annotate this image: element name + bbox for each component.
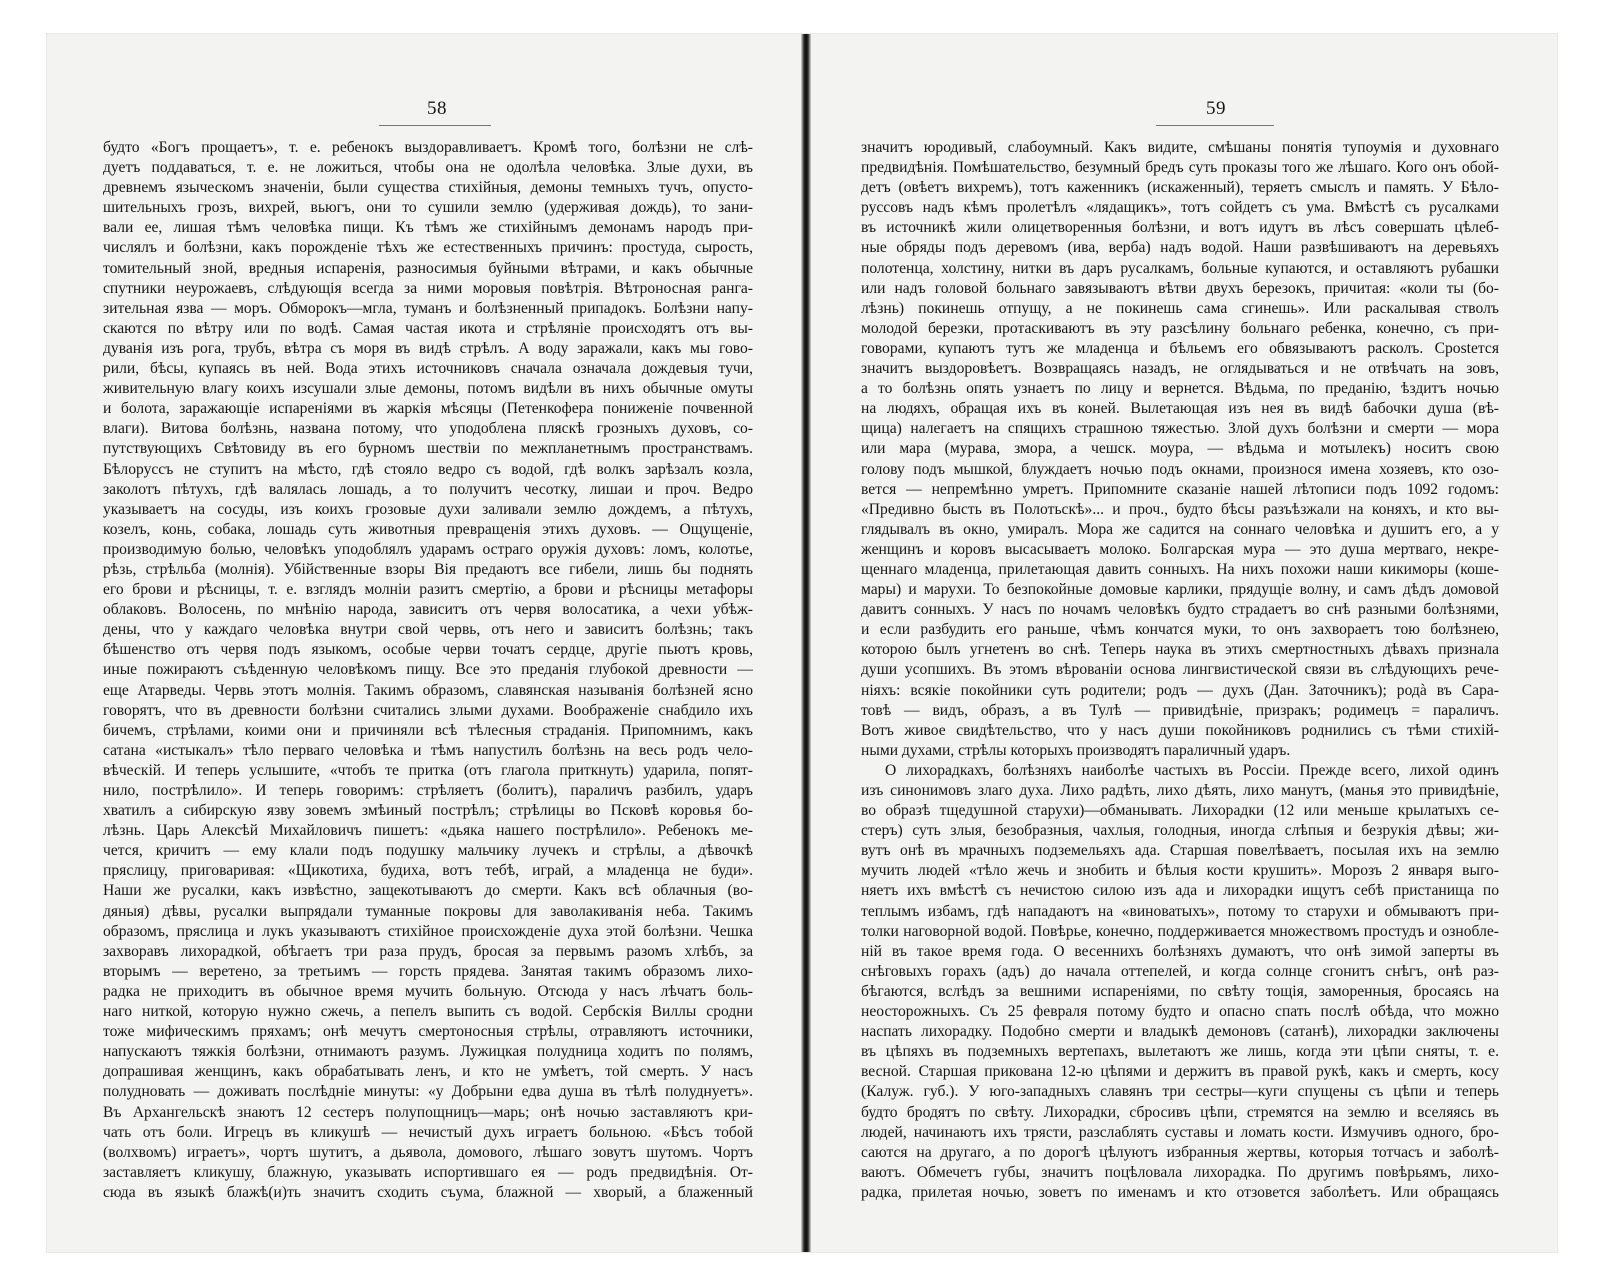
text-line: тоже мифическимъ пряхамъ; онѣ мечутъ смертоносныя стрѣлы, отравляютъ источники, bbox=[103, 1023, 753, 1041]
text-line: бѣгаются, вслѣдъ за вешними испареніями, по свѣту тощія, заморенныя, бросаясь на bbox=[861, 982, 1499, 1000]
text-line: иные пожираютъ съѣденную человѣкомъ пищу. Все это преданія глубокой древности — bbox=[103, 661, 753, 679]
text-line: образомъ, пряслица и лукъ указываютъ стихійное происхожденіе духа этой болѣзни. Чешка bbox=[103, 922, 753, 940]
text-line: (волхвомъ) играетъ», чортъ шутитъ, а дьявола, домового, лѣшаго зовутъ шутомъ. Чортъ bbox=[103, 1143, 753, 1161]
text-line: его брови и рѣсницы, т. е. взглядъ молніи разитъ смертію, а брови и рѣсницы метафоры bbox=[103, 581, 753, 599]
text-line: саются на другаго, а по дорогѣ цѣлуютъ избранныя жертвы, которыя тотчасъ и заболѣ- bbox=[861, 1143, 1499, 1161]
text-line: или надъ головой больнаго завязываютъ вѣтви двухъ березокъ, причитая: «коли ты (бо- bbox=[861, 279, 1499, 297]
text-line: товѣ — видъ, образъ, а въ Тулѣ — привидѣніе, призракъ; родимецъ = параличъ. bbox=[861, 701, 1499, 719]
text-line: бѣшенство отъ червя подъ языкомъ, особые черви точатъ сердце, другіе пьютъ кровь, bbox=[103, 641, 753, 659]
text-line: полудновать — доживать послѣдніе минуты: «у Добрыни едва душа въ тѣлѣ полуднуетъ». bbox=[103, 1083, 753, 1101]
text-line: и болота, заражающіе испареніями въ жаркія мѣсяцы (Петенкофера пониженіе почвенной bbox=[103, 400, 753, 418]
text-line: рѣзь, стрѣльба (молнія). Убійственные взоры Вія предаютъ все гибели, лишь бы поднять bbox=[103, 560, 753, 578]
text-line: на людяхъ, обращая ихъ въ коней. Вылетающая изъ нея въ видѣ бабочки душа (вѣ- bbox=[861, 400, 1499, 418]
text-line: въ источникѣ жили олицетворенныя болѣзни, и вотъ идутъ въ лѣсъ совершать цѣлеб- bbox=[861, 219, 1499, 237]
text-line: спутники неурожаевъ, слѣдующія всегда за ними моровыя повѣтрія. Вѣтроносная ранга- bbox=[103, 279, 753, 297]
text-line: «Предивно бысть въ Полотьскѣ»... и проч., будто бѣсы разъѣзжали на коняхъ, и кто вы- bbox=[861, 500, 1499, 518]
right-page-text bbox=[861, 138, 1499, 1203]
text-line: числялъ и болѣзни, какъ порожденіе тѣхъ же естественныхъ причинъ: простуда, сырость, bbox=[103, 239, 753, 257]
text-line: заколотъ пѣтухъ, гдѣ валялась лошадь, а то получитъ чесотку, лишаи и проч. Ведро bbox=[103, 480, 753, 498]
text-line: еще Атарведы. Червь этотъ молнія. Такимъ образомъ, славянская называнія болѣзней ясно bbox=[103, 681, 753, 699]
text-line: нило, пострѣлило». И теперь говоримъ: стрѣляетъ (болитъ), параличъ разбилъ, ударъ bbox=[103, 782, 753, 799]
text-line: чать отъ боли. Игрецъ въ кликушѣ — нечистый духъ играетъ больною. «Бѣсъ тобой bbox=[103, 1123, 753, 1141]
text-line: сюда въ языкѣ блажѣ(и)ть значитъ сходить съума, блажной — хворый, а блаженный bbox=[103, 1183, 753, 1201]
text-line: дяныя) дѣвы, русалки выпрядали туманные покровы для заволакиванія неба. Такимъ bbox=[103, 902, 753, 920]
text-line: Въ Архангельскѣ знаютъ 12 сестеръ полупощницъ—марь; онѣ ночью заставляютъ кри- bbox=[103, 1103, 753, 1121]
text-line: во образѣ тщедушной старухи)—обманывать. Лихорадки (12 или меньше крылатыхъ се- bbox=[861, 802, 1499, 820]
text-line: козелъ, конь, собака, лошадь суть животныя превращенія этихъ духовъ. — Ощущеніе, bbox=[103, 520, 753, 538]
text-line: ные обряды подъ деревомъ (ива, верба) надъ водой. Наши развѣшиваютъ на деревьяхъ bbox=[861, 239, 1499, 257]
text-line: сатана «истыкалъ» тѣло перваго человѣка и тѣмъ напустилъ болѣзнь на весь родъ чело- bbox=[103, 741, 753, 759]
text-line: лѣзнь. Царь Алексѣй Михайловичъ пишетъ: «дьяка нашего пострѣлило». Ребенокъ ме- bbox=[103, 822, 753, 840]
text-line: няетъ ихъ вмѣстѣ съ нечистою силою изъ ада и лихорадки ищутъ себѣ пристанища по bbox=[861, 882, 1499, 900]
text-line: дуванія изъ рога, трубъ, вѣтра съ моря въ видѣ стрѣлъ. А воду заражали, какъ мы гово- bbox=[103, 339, 753, 357]
text-line: радка не приходитъ въ обычное время мучить больную. Отсюда у насъ лѣчатъ боль- bbox=[103, 982, 753, 1000]
text-line: пряслицу, приговаривая: «Щикотиха, будиха, вотъ тебѣ, играй, а младенца не буди». bbox=[103, 862, 753, 880]
text-line: молодой березки, протаскиваютъ въ эту разсѣлину больнаго ребенка, конечно, съ при- bbox=[861, 319, 1499, 337]
text-line: влаги). Витова болѣзнь, названа потому, что уподоблена пляскѣ грозныхъ духовъ, со- bbox=[103, 420, 753, 438]
text-line: вѣческій. И теперь услышите, «чтобъ те притка (отъ глагола приткнуть) ударила, попят- bbox=[103, 761, 753, 779]
text-line: значитъ юродивый, слабоумный. Какъ видите, смѣшаны понятія тупоумія и духовнаго bbox=[861, 139, 1499, 156]
text-line: людей, начинаютъ ихъ трясти, разслаблять суставы и ломать кости. Измучивъ одного, бро- bbox=[861, 1123, 1499, 1141]
text-line: бичемъ, стрѣлами, коими они и причиняли всѣ тѣлесныя страданія. Припомнимъ, какъ bbox=[103, 721, 753, 739]
text-line: ваютъ. Обмечетъ губы, значитъ поцѣловала лихорадка. По другимъ повѣрьямъ, лихо- bbox=[861, 1163, 1499, 1181]
text-line: голову подъ мышкой, блуждаетъ ночью подъ окнами, произнося имена хозяевъ, кто озо- bbox=[861, 460, 1499, 478]
text-line: наспать лихорадку. Подобно смерти и владыкѣ демоновъ (сатанѣ), лихорадки заключены bbox=[861, 1023, 1499, 1041]
text-line: Вотъ живое свидѣтельство, что у насъ души покойниковъ роднились съ тѣми стихій- bbox=[861, 721, 1499, 739]
text-line: теплымъ избамъ, гдѣ нападаютъ на «виноватыхъ», потому то старухи и обмываютъ при- bbox=[861, 902, 1499, 920]
text-line: женщинъ и коровъ высасываетъ молоко. Болгарская мура — это душа мертваго, некре- bbox=[861, 540, 1499, 558]
text-line: радка, прилетая ночью, зоветъ по именамъ и кто отзовется заболѣетъ. Или обращаясь bbox=[861, 1183, 1499, 1201]
text-line: которою былъ угнетенъ во снѣ. Теперь наука въ этихъ смертностныхъ дѣвахъ признала bbox=[861, 641, 1499, 659]
text-line: а то болѣзнь опять узнаетъ по лицу и вернется. Вѣдьма, по преданію, ѣздитъ ночью bbox=[861, 380, 1499, 398]
book-spread bbox=[47, 34, 1557, 1252]
text-line: щица) налегаетъ на спящихъ страшною тяжестью. Злой духъ болѣзни и смерти — мора bbox=[861, 420, 1499, 438]
text-line: толки наговорной водой. Повѣрье, конечно, поддерживается множествомъ простудъ и ознобле- bbox=[861, 922, 1499, 940]
text-line: зительная язва — моръ. Обморокъ—мгла, туманъ и болѣзненный припадокъ. Болѣзни напу- bbox=[103, 299, 753, 317]
text-line: (Калуж. губ.). У юго-западныхъ славянъ три сестры—куги спущены съ цѣпи и теперь bbox=[861, 1083, 1499, 1101]
text-line: стеръ) суть злыя, безобразныя, чахлыя, голодныя, иногда слѣпыя и безрукія дѣвы; жи- bbox=[861, 822, 1499, 840]
text-line: шительныхъ грозъ, вихрей, вьюгъ, они то сушили землю (удерживая дождь), то зани- bbox=[103, 199, 753, 217]
text-line: или мара (мурава, змора, а чешск. моура, — вѣдьма и мотылекъ) носитъ свою bbox=[861, 440, 1499, 458]
text-line: говорятъ, что въ древности болѣзни считались злыми духами. Воображеніе снабдило ихъ bbox=[103, 701, 753, 719]
text-line: наго ниткой, которую нужно сжечь, а пепелъ выпить съ водой. Сербскія Виллы сродни bbox=[103, 1003, 753, 1021]
text-line: облаковъ. Волосень, по мнѣнію народа, зависитъ отъ червя волосатика, а чехи убѣж- bbox=[103, 601, 753, 619]
text-line: ній въ такое время года. О весеннихъ болѣзняхъ думаютъ, что онѣ зимой заперты въ bbox=[861, 942, 1499, 960]
text-line: лѣзнь) покинешь отпущу, а не покинешь сама сгинешь». Или раскалывая стволъ bbox=[861, 299, 1499, 317]
text-line: дены, что у каждаго человѣка внутри свой червь, отъ него и зависитъ болѣзнь; такъ bbox=[103, 621, 753, 639]
text-line: будто бродятъ по свѣту. Лихорадки, сбросивъ цѣпи, стремятся на землю и вселяясь въ bbox=[861, 1103, 1499, 1121]
text-line: заставляетъ кликушу, блажную, указывать испортившаго ея — родъ предвидѣнія. От- bbox=[103, 1163, 753, 1181]
text-line: захворавъ лихорадкой, обѣгаетъ три раза прудъ, бросая за первымъ разомъ хлѣбъ, за bbox=[103, 942, 753, 960]
right-page bbox=[809, 34, 1557, 1252]
text-line: ніяхъ: всякіе покойники суть родители; родъ — духъ (Дан. Заточникъ); родà въ Сара- bbox=[861, 681, 1499, 699]
text-line: значитъ выздоровѣетъ. Возвращаясь назадъ, не оглядываться и не отвѣчать на зовъ, bbox=[861, 360, 1499, 378]
text-line: указываетъ на сосуды, изъ коихъ грозовые духи заливали землю дождемъ, а пѣтухъ, bbox=[103, 500, 753, 518]
text-line: ными духами, стрѣлы которыхъ производятъ параличный ударъ. bbox=[861, 741, 1291, 759]
text-line: Бѣлоруссъ не ступитъ на мѣсто, гдѣ стояло ведро съ водой, гдѣ волкъ зарѣзалъ козла, bbox=[103, 460, 753, 478]
text-line: допрашивая женщинъ, какъ обрабатывать ленъ, и кто не умѣетъ, той смерть. У насъ bbox=[103, 1063, 753, 1081]
text-line: Наши же русалки, какъ извѣстно, защекотываютъ до смерти. Какъ всѣ облачныя (во- bbox=[103, 882, 753, 900]
text-line: въ цѣпяхъ въ подземныхъ вертепахъ, вылетаютъ же лишь, когда эти цѣпи сняты, т. е. bbox=[861, 1043, 1499, 1061]
text-line: предвидѣнія. Помѣшательство, безумный бредъ суть проказы того же лѣшаго. Кого онъ обой- bbox=[861, 159, 1499, 177]
text-line: говорами, купаютъ тутъ же младенца и бѣльемъ его обвязываютъ расколъ. Срostется bbox=[861, 339, 1499, 357]
text-line: изъ синонимовъ злаго духа. Лихо радѣть, лихо дѣять, лихо манутъ, (манья это привидѣніе, bbox=[861, 782, 1499, 799]
page-number-left: 58 bbox=[427, 98, 447, 119]
text-line: вется — непремѣнно умретъ. Припомните сказаніе нашей лѣтописи подъ 1092 годомъ: bbox=[861, 480, 1499, 498]
text-line: О лихорадкахъ, болѣзняхъ наиболѣе частыхъ въ Россіи. Прежде всего, лихой одинъ bbox=[885, 761, 1499, 779]
text-line: живительную влагу коихъ изсушали злые демоны, потомъ видѣли въ нихъ обычные омуты bbox=[103, 380, 753, 398]
text-line: хватилъ а сибирскую язву зовемъ змѣиный пострѣлъ; стрѣлицы во Псковѣ коровья бо- bbox=[103, 802, 753, 820]
header-rule-right bbox=[1156, 125, 1274, 126]
text-line: производимую болью, человѣкъ уподоблялъ ударамъ остраго оружія духовъ: ломъ, колотье, bbox=[103, 540, 753, 558]
text-line: дуетъ поддаваться, т. е. не ложиться, чтобы она не одолѣла человѣка. Злые духи, въ bbox=[103, 159, 753, 177]
text-line: вутъ онѣ въ мрачныхъ подземельяхъ ада. Старшая повелѣваетъ, посылая ихъ на землю bbox=[861, 842, 1499, 860]
text-line: души усопшихъ. Въ этомъ вѣрованіи основа лингвистической связи въ слѣдующихъ рече- bbox=[861, 661, 1499, 679]
text-line: древнемъ языческомъ значеніи, были существа стихійныя, демоны темныхъ тучъ, опусто- bbox=[103, 179, 753, 197]
left-page-text bbox=[103, 138, 753, 1203]
text-line: путствующихъ Свѣтовиду въ его бурномъ шествіи по межпланетнымъ пространствамъ. bbox=[103, 440, 753, 458]
text-line: напускаютъ тяжкія болѣзни, отнимаютъ разумъ. Лужицкая полудница ходитъ по полямъ, bbox=[103, 1043, 753, 1061]
text-line: детъ (овѣетъ вихремъ), тотъ каженникъ (искаженный), теряетъ смыслъ и память. У Бѣло- bbox=[861, 179, 1499, 197]
text-line: томительный зной, вредныя испаренія, разносимыя буйными вѣтрами, и какъ обычные bbox=[103, 259, 753, 277]
text-line: весной. Старшая прикована 12-ю цѣпями и держитъ въ правой рукѣ, какъ и смерть, косу bbox=[861, 1063, 1499, 1081]
text-line: щеннаго младенца, прилетающая давить сонныхъ. На нихъ похожи наши кикиморы (коше- bbox=[861, 560, 1499, 578]
page-number-right: 59 bbox=[1206, 98, 1226, 119]
text-line: неосторожныхъ. Съ 25 февраля потому будто и опасно спать послѣ обѣда, что можно bbox=[861, 1003, 1499, 1021]
text-line: чется, кричитъ — ему клали подъ подушку мальчику лучекъ и стрѣлы, а дѣвочкѣ bbox=[103, 842, 753, 860]
text-line: снѣговыхъ горахъ (адъ) до начала оттепелей, и когда солнце сгонитъ снѣгъ, онѣ раз- bbox=[861, 962, 1499, 980]
text-line: рили, бѣсы, купаясь въ ней. Вода этихъ источниковъ сначала означала дождевыя тучи, bbox=[103, 360, 753, 378]
text-line: будто «Богъ прощаетъ», т. е. ребенокъ выздоравливаетъ. Кромѣ того, болѣзни не слѣ- bbox=[103, 139, 753, 156]
header-rule-left bbox=[379, 125, 491, 126]
text-line: скаются по вѣтру или по водѣ. Самая частая икота и стрѣляніе происходятъ отъ вы- bbox=[103, 319, 753, 337]
text-line: мучить людей «тѣло жечь и знобить и бѣлыя кости крушить». Морозъ 2 января выго- bbox=[861, 862, 1499, 880]
text-line: руссовъ надъ кѣмъ пролетѣлъ «лядащикъ», тотъ сойдетъ съ ума. Вмѣстѣ съ русалками bbox=[861, 199, 1499, 217]
text-line: глядывалъ въ окно, умиралъ. Мора же садится на соннаго человѣка и душитъ его, а у bbox=[861, 520, 1499, 538]
text-line: мары) и марухи. То безпокойные домовые карлики, прядущіе волну, и самъ дѣдъ домовой bbox=[861, 581, 1499, 599]
text-line: полотенца, холстину, нитки въ даръ русалкамъ, больные купаются, и оставляютъ рубашки bbox=[861, 259, 1499, 277]
text-line: вторымъ — веретено, за третьимъ — горсть прядева. Занятая такимъ образомъ лихо- bbox=[103, 962, 753, 980]
text-line: и если разбудить его раньше, чѣмъ кончатся муки, то онъ захвораетъ тою болѣзнею, bbox=[861, 621, 1499, 639]
text-line: давитъ сонныхъ. У насъ по ночамъ человѣкъ будто страдаетъ во снѣ разными болѣзнями, bbox=[861, 601, 1499, 619]
text-line: вали ее, лишая тѣмъ человѣка пищи. Къ тѣмъ же стихійнымъ демонамъ народъ при- bbox=[103, 219, 753, 237]
left-page bbox=[47, 34, 802, 1252]
